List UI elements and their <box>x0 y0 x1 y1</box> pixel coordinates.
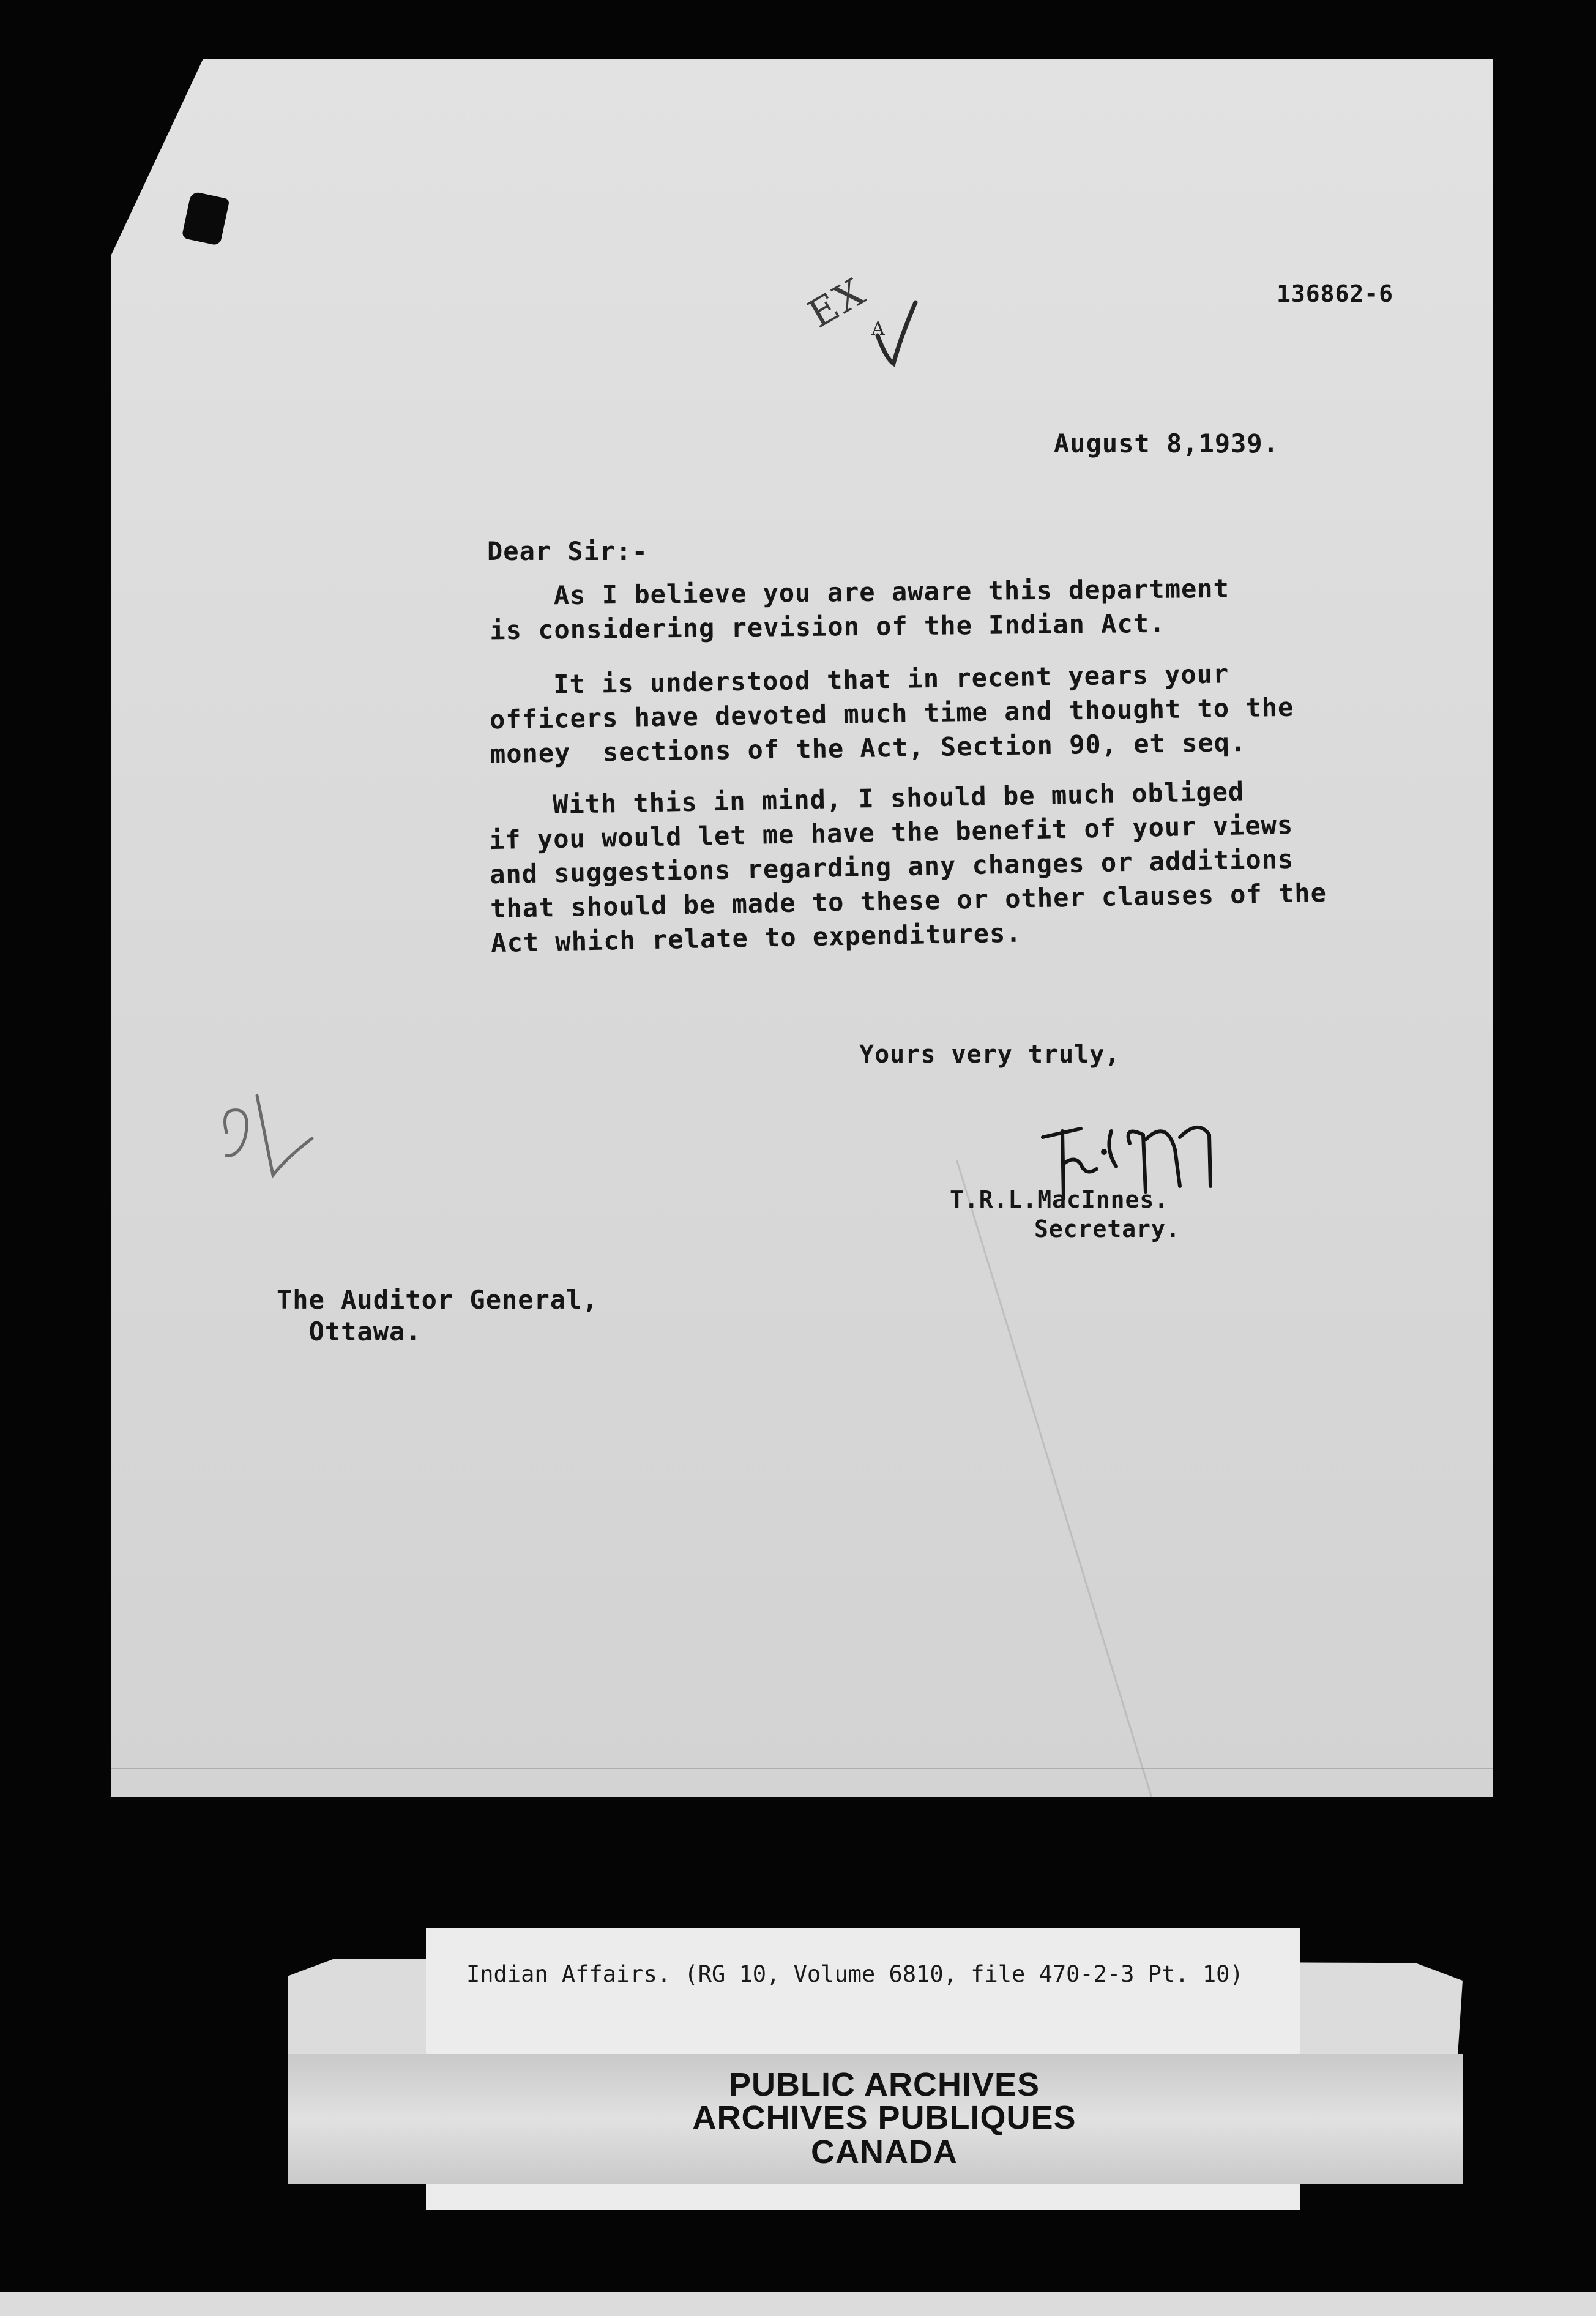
archive-reference: Indian Affairs. (RG 10, Volume 6810, file 470-2-3 Pt. 10) <box>466 1961 1244 1987</box>
paragraph-2: It is understood that in recent years your officers have devoted much time and thought to the money sections of the Act, Section 90, et seq. <box>488 659 1294 769</box>
salutation: Dear Sir:- <box>487 536 648 566</box>
letter-date: August 8,1939. <box>1054 428 1280 458</box>
paragraph-1: As I believe you are aware this department is considering revision of the Indian Act. <box>489 573 1230 646</box>
check-mark-icon <box>875 300 918 367</box>
paragraph-3: With this in mind, I should be much obliged if you would let me have the benefit of your views and suggestions regarding any changes or additions that should be made to these or other clauses of the Act which relate to expenditures. <box>488 776 1327 958</box>
margin-initials-mark <box>214 1083 324 1193</box>
signer-name: T.R.L.MacInnes. <box>950 1186 1169 1213</box>
closing: Yours very truly, <box>859 1040 1121 1069</box>
signer-title: Secretary. <box>1034 1216 1180 1242</box>
stamp-initials: A <box>871 318 885 340</box>
sheet-bottom-rule <box>111 1768 1493 1769</box>
received-stamp: EX <box>800 269 874 337</box>
archive-title-line-1: PUBLIC ARCHIVES <box>728 2066 1040 2103</box>
fold-line <box>956 1160 1154 1804</box>
archive-title-line-2: ARCHIVES PUBLIQUES <box>692 2099 1076 2136</box>
bottom-strip <box>0 2292 1596 2316</box>
addressee: The Auditor General, Ottawa. <box>277 1285 598 1347</box>
file-number: 136862-6 <box>1277 280 1394 307</box>
archive-title-line-3: CANADA <box>811 2134 958 2170</box>
